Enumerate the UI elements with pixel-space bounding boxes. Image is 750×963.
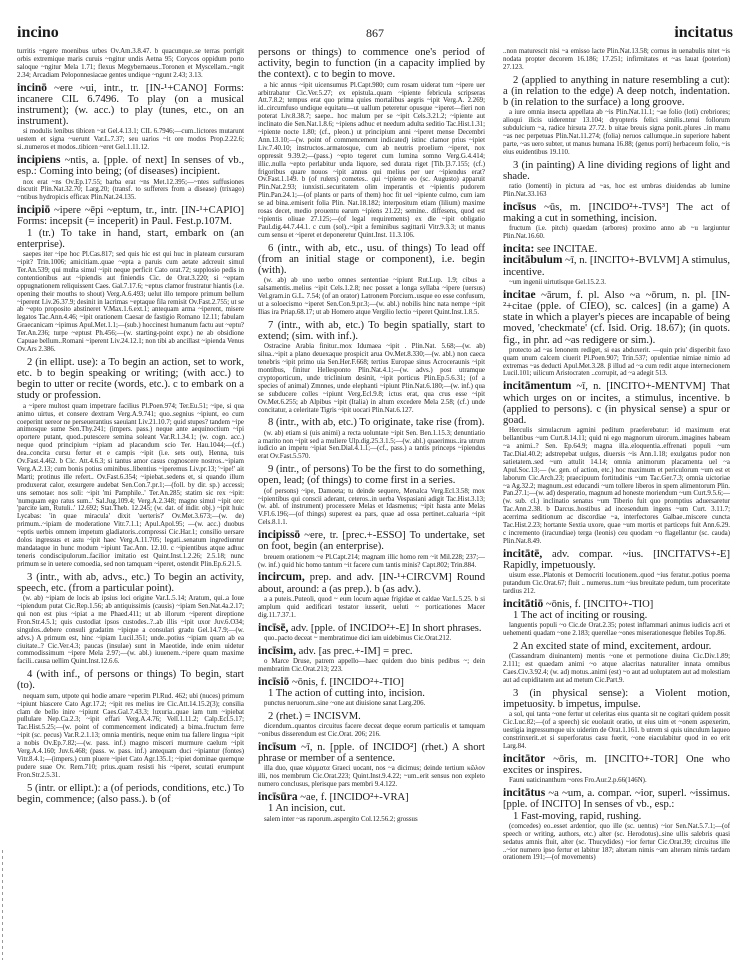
citation-text: languentis populi ~o Cic.de Orat.2.35; potest inflammari animus iudicis acri et uehementi quadam ~one 2.183; querellae ~ones miserationesque flebiles Top.86. [503, 622, 730, 638]
definition-text: see INCITAE. [534, 244, 598, 256]
citation-text: ..non maturescit nisi ~a emisso lacte Plin.Nat.13.58; cornus in uenabulis nitet ~is nodata propter decorem 16.186; 17.251; infirmitates et ~as lauat (poterion) 27.123. [503, 48, 730, 71]
headword: incitātor [503, 752, 546, 765]
citation-text: salem inter ~as raporum..aspergito Col.12.56.2; grossus [264, 815, 418, 823]
citation-text: (of persons) ~ipe, Damoeta; tu deinde sequere, Menalca Verg.Ecl.3.58; mox ~ipientibus qui conscii aderant, ceteros..in uerba Vespasiani adigit Tac.Hist.3.13; (w. abl. of instrument) processere Melas et Idasmenus; ~ipit hasta ante Melas V.Fl.6.196;—(of things) superest ea pars, quae ad ossa pertinet..caluaria ~ipit Cels.8.1.1. [258, 487, 485, 527]
sense-definition: 1 The action of cutting into, incision. [268, 687, 425, 699]
sense-definition: 2 (in ellipt. use): a To begin an action, set to work, etc. b to begin speaking or writing; (with acc.) to begin to utter or recite (words, etc.). c to embark on a study or profession. [17, 356, 244, 402]
column-3 [503, 47, 730, 937]
left-guide-word: incino [17, 24, 59, 41]
entry-definition [258, 623, 485, 634]
headword: incipissō [258, 529, 301, 542]
definition-text: ~ī, n. [INCITO+-MENTVM] That which urges on or incites, a stimulus, incentive. b (applied to persons). c (in physical sense) a spur or goad. [503, 381, 730, 426]
citation-text: (w. ab) etiam si (uis animi) a recta uoluntate ~ipit Sen. Ben.1.15.3; denuntiatio a marito non ~ipit sed a muliere Ulp.dig.25.3.1.5;—(w. abl.) quaerimus..ira utrum iudicio an impetu ~ipiat Sen.Dial.4.1.1;—(cf., pass.) a tantis princeps ~ipiendus erat Ov.Fast.5.570. [258, 429, 485, 461]
entry-definition [258, 530, 485, 552]
definition-text: ~ārum, f. pl. Also ~a ~ōrum, n. pl. [IN-²+citae (pple. of CIEO), sc. calces] (in a game) A state in which a player's pieces are incapable of being moved, 'checkmate' (cf. Isid. Orig. 18.67); (in quots. fig., in phr. ad ~as redigere or sim.). [503, 289, 730, 346]
headword: incipiens [17, 154, 61, 167]
headword: incitātē, [503, 547, 543, 560]
sense-definition: 2 An excited state of mind, excitement, ardour. [513, 641, 712, 653]
entry-definition [503, 754, 730, 776]
citation-text: fructum (i.e. pitch) quaedam (arbores) proximo anno ab ~u largiuntur Plin.Nat.16.60. [503, 225, 730, 241]
definition-text: ~ūs, m. [INCIDO²+-TVS³] The act of making a cut in something, incision. [503, 201, 730, 225]
headword: incitātus [503, 787, 546, 800]
definition-text: ~ī, n. [pple. of INCIDO²] (rhet.) A short phrase or member of a sentence. [258, 742, 485, 765]
citation-text: Fauni uaticinanthum ~ores Fro.Aur.2.p.66(146N). [509, 777, 647, 785]
citation-text: uisum esse..Platonis et Democriti locutionem..quod ~ius feratur..potius poema putandum Cic.Orat.67; fluit .. numerus..tum ~ius breuitate pedum, tum proceritate tardius 212. [503, 572, 730, 595]
entry-definition [503, 290, 730, 346]
definition-text: adv. [pple. of INCIDO²+-E] In short phrases. [288, 622, 482, 634]
citation-text: a ~ipere multost quam impetrare facilius Pl.Poen.974; Ter.Eu.51; ~ipe, si qua animo uirtus, et consere dextram Verg.A.9.741; quo..segnius ~ipiunt, eo cum coeperint uereor ne perseuerantius saeuiant Liv.21.10.7; quid stupes? tandem ~ipe animosque sume Sen.Thy.241; (impers. pass.) neque ante aequinoctium ~ipi oportere putant, quod..putescere semina soleant Var.R.1.34.1; (w. cogn. acc.) neque quod principium ~ipiam ad placandum scio Ter. Hau.1044;—(cf.) dea..concita cursu fertur et e campis ~ipit (i.e. sets out), Henna, tuis Ov.Fast.4.462. b Cic. Att.4.6.3; si tantus amor casus cognoscere nostros..~ipiam Verg.A.2.13; cum bonis potius ominibus..libentius ~iperemus Liv.pr.13; '~ipe!' ait Marti; protinus ille refert.. Ov.Fast.6.354; ~ipiebat..sedens et, si quando illum produxerat calor, exsurgere audebat Sen.Con.7.pr.1;—(foll. by dir. sp.) accessi; uns semotae: nos soli: ~ipit 'mi Pamphile..' Ter.An.285; statim sic rex ~ipit: 'numquam ego ratus sum..' Sal.Jug.109.4; Verg.A.2.348; magno simul ~ipit ore: 'parcite iam, Rutuli..' 12.692; Stat.Theb. 12.245; (w. dat. of indir. obj.) ~ipit huic Lycabas: 'in quae miracula' dixit 'uerteris?' Ov.Met.3.673;—(w. de) primum..~ipiam de moderatione Vitr.7.1.1; Apul.Apol.95; —(w. acc.) duobus ~eptis uerbis omnem impetum gladiatoris..compressi Cic.Har.1; consilio uersare dolos ingressus et astu ~ipit haec Verg.A.11.705; legati..senatum ingrediuntur mandataque in hunc modum ~ipiunt Tac.Ann. 12.10. c ~ipientibus atque adhuc teneris condiscipulorum..facilior imitatio est Quint.Inst.1.2.26; 2.5.18; nunc primum se in uetere comoedia, sed non tamquam ~iperet, ostendit Plin.Ep.6.21.5. [17, 402, 244, 568]
sense-definition: 2 (applied to anything in nature resembling a cut): a (in relation to the edge) A deep notch, indentation. b (in relation to the surface) a long groove. [503, 74, 730, 109]
citation-text: a iure omnia insecta appellata ab ~is Plin.Nat.11.1; ~ae folio (loti) crebriores; alioqui ilicis uiderentur 13.104; dryopteris felici similis..tenui follorum subdulcium ~a, radice hirsuta 27.72. b uitae breuis signa ponit..plures ..in manu ~as nec perpetuas Plin.Nat.11.274; (folia) neruos callumque..in superiore habent parte, ~as uero subter, ut manus humana 16.88; (genus porri) herbaceum folio, ~is eius euidentibus 19.110. [503, 109, 730, 156]
headword: incīsiō [258, 675, 290, 688]
headword: incīsūra [258, 791, 298, 804]
headword: incitābulum [503, 254, 563, 267]
headword: incita: [503, 243, 535, 256]
sense-definition: 1 An incision, cut. [268, 803, 346, 815]
entry-definition [503, 255, 730, 277]
entry-definition [258, 572, 485, 594]
sense-definition: 4 (with inf., of persons or things) To begin, start (to). [17, 669, 244, 692]
sense-definition: 5 (intr. or ellipt.): a (of periods, conditions, etc.) To begin, commence; (also pass.). b (of [17, 782, 244, 805]
definition-text: ~ipere ~ēpi ~eptum, tr., intr. [IN-¹+CAPIO] Forms: incepsit (= inceperit) in Paul. Fest.p.107M. [17, 205, 244, 228]
definition-text: ~ōnis, f. [INCITO+-TIO] [543, 598, 654, 610]
headword: incitātiō [503, 597, 544, 610]
citation-text: a a puteis..Puteoli, quod ~ eum locum aquae frigidae et caldae Var.L.5.25. b si amplum quid aedificari testator iusserit, ueluti ~ porticationes Macer dig.11.7.37.1. [258, 595, 485, 619]
entry-definition [17, 155, 244, 177]
definition-text: ~ere ~ui, intr., tr. [IN-¹+CANO] Forms: incanere CIL 6.7496. To play (on a musical instrument); (w. acc.) to play (tunes, etc., on an instrument). [17, 82, 244, 128]
definition-text: ~ntis, a. [pple. of next] In senses of vb., esp.: Coming into being; (of diseases) incipient. [17, 155, 244, 178]
citation-text: nequam sum, utpote qui hodie amare ~eperim Pl.Rud. 462; ubi (nuces) primum ~ipiunt hiascere Cato Agr.17.2; ~ipit res melius ire Cic.Att.14.15.2(3); consilia clam de bello inire ~ipiunt Caes.Gal.7.43.3; luxuria..quae iam tum ~ipiebat pullulare Nep.Ca.2.3; ~ipit effari Verg.A.4.76; Vell.1.11.2; Calp.Ecl.5.17; Tac.Hist.5.25;—(w. point of commencement indicated) a bima..fructum ferre ~ipit (sc. pecus) Var.R.2.1.13; omnia mentiris, neque enim tua fallere lingua ~ipit a nobis Ov.Ep.7.82;—(w. pass. inf.) magno misceri murmure caelum ~ipit Verg.A.4.160; Juv.6.468; (pass. w. pass. inf.) antequam duci ~ipiantur (fontes) Vitr.8.4.1;—(impers.) cum pluere ~ipiet Cato Agr.135.1; ~ipiet dominae quemque pudere suae Ov. Rem.710; prius..quam resisti his ~iperet, scutati erumpunt Fron.Str.2.5.31. [17, 692, 244, 779]
citation-text: dicendum..quantos circuitus facere deceat deque eorum particulis et tamquam ~onibus disserendum est Cic.Orat. 206; 216. [258, 723, 485, 739]
headword: incinō [17, 81, 48, 94]
column-2 [258, 47, 485, 937]
citation-text: punctus neruorum..sine ~one aut diuisione sanat Larg.206. [264, 700, 426, 708]
sense-definition: 1 (tr.) To take in hand, start, embark on (an enterprise). [17, 227, 244, 250]
definition-text: ~a ~um, a. compar. ~ior, superl. ~issimus. [pple. of INCITO] In senses of vb., esp.: [503, 788, 730, 811]
citation-text: a sol, qui tanta ~one fertur ut celeritas eius quanta sit ne cogitari quidem possit Cic.Luc.82;—(of a speech) sic euolauit oratio, ut eius uim et ~onem aspexerim, uestigia ingressumque uix uiderim de Orat.1.161. b utrem si quis uinculum laqueo constrinxerit..et si superforatus casu fuerit, ~one eiaculabitur quod in eo erit Larg.84. [503, 711, 730, 750]
entry-definition [258, 792, 485, 803]
headword: incitae [503, 288, 536, 301]
citation-text: breuem orationem ~e Pl.Capt.214; magnam illic homo rem ~it Mil.228; 237;—(w. inf.) quid hic homo tantum ~it facere cum tantis minis? Capt.802; Trin.884. [258, 553, 485, 569]
sense-definition: 9 (intr., of persons) To be the first to do something, open, lead; (of things) to come first in a series. [258, 464, 485, 487]
entry-definition [17, 205, 244, 227]
definition-text: adv. [as prec.+-IM] = prec. [296, 645, 413, 657]
citation-text: illa duo, quae κόμματα Graeci uocant, nos ~a dicimus; deinde tertium κῶλον illi, nos membrum Cic.Orat.223; Quint.Inst.9.4.22; ~um..erit sensus non expleto numero conclusus, plerisque pars membri 9.4.122. [258, 765, 485, 789]
page-number: 867 [366, 26, 384, 40]
definition-text: ~ōris, m. [INCITO+-TOR] One who excites or inspires. [503, 753, 730, 777]
definition-text: ~ōnis, f. [INCIDO²+-TIO] [289, 676, 404, 688]
sense-definition: 3 (in physical sense): a Violent motion, impetuosity. b impetus, impulse. [503, 687, 730, 711]
definition-text: adv. compar. ~ius. [INCITATVS+-E] Rapidly, impetuously. [503, 548, 730, 571]
citation-text: Herculis simulacrum agmini peditum praeferebatur: id maximum erat bellantibus ~um Curt.8.14.11; quid ni ego magnorum uirorum..imagines habeam ~a animi..? Sen. Ep.64.9; magna illa..eloquentia..effrenati populi ~um Tac.Dial.40.2; adstrepebat uulgus, diuersis ~is Ann.1.18; exulgatus pudor non satietatem..sed ~um attulit 14.14; omnia animorum placamenta uel ~a Apul.Soc.13;— (w. gen. of action, etc.) hoc maximum et periculorum ~um est et laborum Cic.Arch.23; praecipuum fortitudinis ~um Tac.Ger.7.3; omnia uictoriae ~a Ag.32.2; magnum..est educandi ~um tollere liberos in spem alimentorum Plin. Pan.27.1;—(w. ad) desperatio, magnum ad honeste moriendum ~um Curt.9.5.6;—(w. sub. cl.) inclinatio senatus ~um Tiberio fuit quo promptius aduersaretur Tac.Ann.2.38. b Darcus..hostibus ad incesendum ingens ~um Curt. 3.11.7; acerrima seditionum ac discordiae ~a, interfectores Galbae..miscere cuncta Tac.Hist.2.23; hortante Sextia uxore, quae ~um mortis et particeps fuit Ann.6.29. c incremento (iracundiae) terga (leonis) ceu quodam ~o flagellantur (sc. cauda) Plin.Nat.8.49. [503, 427, 730, 545]
citation-text: si modulis lenibus tibicen ~at Gel.4.13.1; CIL 6.7946;—cum..lictores mutarunt uestem et signa ~uerunt Var.L.7.37; seu uarios ~it ore modos Prop.2.22.6; si..numeros et modos..tibicen ~eret Gel.1.11.12. [17, 128, 244, 152]
citation-text: (comcedes) eo..esset ardentior, quo ille (sc. uentus) ~ior Sen.Nat.5.7.1;—(of speech or writing, authors, etc.) alter (sc. Herodotus)..sine ullis salebris quasi sedatus amnis fluit, alter (sc. Thucydides) ~ior fertur Cic.Orat.39; circuitus ille ..~ior numero ipso fertur et labitur 187; alteram nimis ~am alteram nimis tardam orationem 191;—(of movements) [503, 822, 730, 862]
entry-definition [258, 646, 485, 657]
citation-text: turritis ~ngere moenibus urbes Ov.Am.3.8.47. b quacunque..se terras porrigit orbis extremique maris curuis ~ngitur undis Aetna 95; Corycos oppidum porto saloque ~ngitur Mela 1.71; flexus Megybernaeus..Toronen et Myscellam..~ngit 2.34; Arcadiam Peloponnesiacae gentes undique ~ngunt 2.43; 3.13. [17, 48, 244, 79]
headword: incīsē, [258, 621, 289, 634]
sense-definition: 3 (in painting) A line dividing regions of light and shade. [503, 159, 730, 182]
citation-text: (w. ab) ab uno uerbo omnes sententiae ~ipiunt Rut.Lup. 1.9; cibus a salsamentis..melius ~ipit Cels.1.2.8; nec posset a longa syllaba ~ipere (uersus) Vel.gram.in G.L. 7.54; (of an orator) Latronem Porcium..usque eo esse confusum, ut a soloecismo ~iperet Sen.Con.9.pr.3;—(w. abl.) nobilis hinc nata nempe ~ipit Ilias ira Priap.68.17; ut ab Homero atque Vergilio lectio ~iperet Quint.Inst.1.8.5. [258, 277, 485, 316]
headword: incīsus [503, 200, 537, 213]
entry-definition [503, 381, 730, 426]
definition-text: ~ere, tr. [prec.+-ESSO] To undertake, set on foot, begin (an enterprise). [258, 530, 485, 553]
headword: incipiō [17, 204, 51, 217]
citation-text: a hic annus ~ipit uicensumus Pl.Capt.980; cum rosam uiderat tum ~ipere uer arbitrabatur Cic.Ver.5.27; ex epistula..quam ~ipiente febricula scripseras Att.7.8.2; tempus erat quo prima quies mortalibus aegris ~ipit Verg.A. 2.269; id..circumfuso undique equitatu—ut uallum peteretur opusque ~iperet—fieri non poterat Liv.8.38.7; saepe.. hoc malum per se ~ipit Cels.3.21.2; ~ipiente aut inclinato die Sen.Nat.1.8.6; ~ipiens adhuc et needum adulta seditio Tac.Hist.1.31; ~ipiente nocte 1.80; (cf., pleon.) ut principium anni ~iperet mense Decembri Ann.13.10;—(w. point of commencement indicated) istinc clamor prius ~ipiet Liv.7.40.10; instructos..armatosque, cum ab neutris proelium ~iperet, nox oppressit 9.39.2;—(pass.) ~epto tegeret cum lumina somno Verg.G.4.414; illic..nulla ~epto perlabitur unda liquore, sed durata riget [Tib.]3.7.155; (cf.) frigoribus quare nouos ~ipit annus qui melius per uer ~ipiendus erat? Ov.Fast.1.149. b (of rulers) cometes.. qui ~ipiente eo (sc. Augusto) apparuit Plin.Nat.2.93; iunxisti..securitatem olim imperantis et ~ipientis pudorem Plin.Pan.24.1;—(of plants or parts of them) hoc fit uel ~ipiente culmo, cum iam se ad bina..emiserit folia Plin. Nat.18.182; interpositum etiam (lilium) maxime rosas decet, medio prouentu earum ~ipiens 21.22; semine.. diffesens, quod est ~ipientis oliuae 27.125;—(of legal requirements) ex die ~ipit obligatio Paul.dig.44.7.44.1. c cum (sol)..~ipit a feminibus sagittarii Vitr.9.3.3; ut manus cum sensu et ~iperet et deponeretur Quint.Inst. 11.3.106. [258, 81, 485, 239]
entry-definition [17, 83, 244, 128]
citation-text: protecto ad ~as lenonem rediget, si eas abduxerit. —quin priu' disperibit faxo quam unum calcem ciuerit Pl.Poen.907; Trin.537; opulentiae nimiae nimio ad extremas ~as deducti Apul.Met.3.28. β illud ad ~a cum redit atque internecionem Lucil.101; uilicum Aristocraten ..corrupit, ad ~a adegit 513. [503, 346, 730, 378]
entry-definition [503, 599, 730, 610]
sense-definition: 6 (intr., with ab, etc., usu. of things) To lead off (from an initial stage or component), i.e. begin (with). [258, 242, 485, 277]
citation-text: ratio (lomenti) in pictura ad ~as, hoc est umbras diuidendas ab lumine Plin.Nat.33.163 [503, 183, 730, 199]
entry-definition [503, 549, 730, 571]
sense-definition: 2 (rhet.) = INCISVM. [268, 710, 361, 722]
column-1 [17, 47, 244, 887]
headword: incīsim, [258, 644, 297, 657]
citation-text: o Marce Druse, patrem appello—haec quidem duo binis pedibus ~; dein membratim Cic.Orat.213; 223. [258, 657, 485, 673]
citation-text: Ostracine Arabia finitur..mox Idumaea ~ipit . Plin.Nat. 5.68;—(w. ab) silua..~ipit a plano deuexaque prospicit arua Ov.Met.8.330;—(w. abl.) non caeca tenebris ~ipit primo uia Sen.Her.F.668; tertius Europae sinus Acroceraunis ~ipit montibus, finitur Hellesponto Plin.Nat.4.1;—(w. advs.) post utramque cryptoporticum, unde triclinium desinit, ~ipit porticus Plin.Ep.5.6.31; (of a species of animal) Zmnnes, unde elephanti ~ipiunt Plin.Nat.6.180;—(w. inf.) qua se subducere colles ~ipiunt Verg.Ecl.9.8; ictus erat, qua crus esse ~ipit Ov.Met.6.255; ab Alpibus ~ipit (Italia) in altum excedere Mela 2.58; (cf.) unde concitatur, a celeritate Tigris ~ipit uocari Plin.Nat.6.127. [258, 343, 485, 414]
sense-definition: 1 The act of inciting or rousing. [513, 610, 648, 622]
citation-text: nox erat ~ns Ov.Ep.17.55; barba erat ~ns Met.12.395;—~ntes suffusiones discutit Plin.Nat.32.70; Larg.20; (transf. to sufferers from a disease) (trixago) ~ntibus hydropicis efficax Plin.Nat.24.135. [17, 178, 244, 202]
entry-definition [503, 202, 730, 224]
headword: incitāmentum [503, 380, 572, 393]
sense-definition: 1 Fast-moving, rapid, rushing. [513, 810, 642, 822]
page-header [17, 24, 733, 42]
citation-text: (Cassandram diuinantem) mentis ~one et permotione diuina Cic.Div.1.89; 2.111; est quaedam animi ~o atque alacritas naturaliter innata omnibus Caes.Civ.3.92.4; (w. ad) motus..animi (est) ~o aut ad uoluptatem aut ad molestiam aut ad cupiditatem aut ad metum Cic.Part.9. [503, 653, 730, 685]
scan-edge-mark [2, 850, 3, 960]
definition-text: prep. and adv. [IN-¹+CIRCVM] Round about, around: a (as prep.). b (as adv.). [258, 572, 485, 595]
sense-definition: 7 (intr., with ab, etc.) To begin spatially, start to extend; (sim. with inf.). [258, 319, 485, 343]
definition-text: ~ī, n. [INCITO+-BVLVM] A stimulus, incentive. [503, 255, 730, 278]
citation-text: ~um ingenii uirtutisque Gel.15.2.3. [509, 278, 606, 286]
entry-definition [503, 788, 730, 810]
definition-text: ~ae, f. [INCIDO²+-VRA] [297, 792, 409, 804]
headword: incīsum [258, 741, 297, 753]
sense-definition: 3 (intr., with ab, advs., etc.) To begin an activity, speech, etc. (from a particular point). [17, 571, 244, 594]
right-guide-word: incitatus [674, 24, 733, 41]
entry-definition [258, 677, 485, 688]
citation-text: (w. ab) ~ipiam de locis ab ipsius loci origine Var.L.5.14; Aratum, qui..a Ioue ~ipiendum putat Cic.Rep.1.56; ab antiquissimis (causis) ~ipiam Sen.Nat.4a.2.17; qui non est pius ~ipiat a me Phaed.411; ut ab illorum ~iperent direptione Fron.Str.4.5.1; quis custodiat ipsos custodes..?..ab illis ~ipit uxor Juv.6.O34; singulos..debere consuli gradatim ~ipique a consulari gradu Gel.14.7.9;—(w. advs.) A primum est, hinc ~ipiam Lucil.351; unde..potius ~ipiam quam ab ea ciuitate..? Cic.Ver.4.3; paucas (insulae) sunt in Maeotide, inde enim uidetur commodissimum ~ipere Mela 2.97;—(w. abl.) iuuenem..~ipere quam maxime facili..causa uellim Quint.Inst.12.6.6. [17, 595, 244, 666]
headword: incircum, [258, 571, 305, 584]
sense-definition: persons or things) to commence one's period of activity, begin to function (in a capacity implied by the context). c to begin to move. [258, 47, 485, 81]
citation-text: saepes iter ~ipe hoc Pl.Cas.817; sed quis hic est qui huc in plateam cursuram ~ipit? Trin.1006; amicitiam..quae ~epta a paruis cum aetate adcreuit simul Ter.An.539; qui multa simul ~ipit neque perficit Cato orat.72; supplosio pedis in contentionibus aut ~ipiendis aut finiendis Cic. de Orat.3.220; si ~eptam oppugnationem reliquissent Caes. Gal.7.17.6; ~eptus clamor frustratur hiantis (i.e. opening their mouths to shout) Verg.A.6.493; uelut illo tempore primum bellum ~iperent Liv.26.37.9; desinit in lacrimas ~eptaque fila remisit Ov.Fast.2.755; ut se ab ~epto proposito abstineret V.Max.1.6.ext.1; antequam arma ~iperent, misere legatos Tac.Ann.4.46; ~ipit orationem Caesar de fastigio Romano 12.11; fabulam Graecanicam ~ipimus Apul.Met.1.1;—(sub.) hoccinest humanum factu aut ~eptu? Ter.An.236; turpe ~eptust Ph.456;—(w. starting-point expr.) ne ab obsidione Capuae bellum..Romani ~iperent Liv.24.12.1; non tibi ab ancillast ~ipienda Venus Ov.Ars 2.386. [17, 251, 244, 353]
entry-definition [258, 742, 485, 764]
sense-definition: 8 (intr., with ab, etc.) To originate, take rise (from). [268, 417, 485, 429]
citation-text: quo..pacto deceat ~ membratimue dici iam uidebimus Cic.Orat.212. [264, 634, 452, 642]
